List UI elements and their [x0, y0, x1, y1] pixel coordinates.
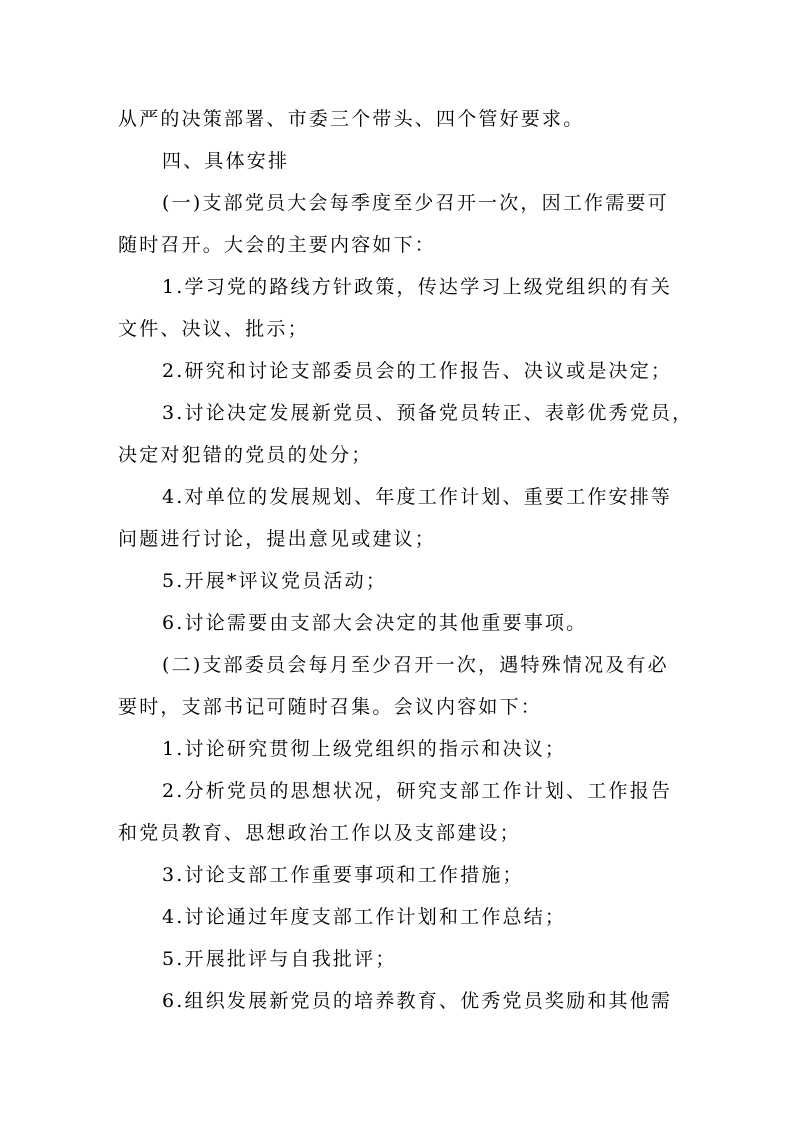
list-item: 3.讨论决定发展新党员、预备党员转正、表彰优秀党员，	[162, 402, 694, 424]
list-item: 5.开展*评议党员活动；	[162, 570, 388, 592]
list-item: 4.对单位的发展规划、年度工作计划、重要工作安排等	[162, 486, 673, 508]
list-item: 1.学习党的路线方针政策，传达学习上级党组织的有关	[162, 276, 673, 298]
paragraph-line: 决定对犯错的党员的处分；	[118, 444, 373, 466]
paragraph-line: 和党员教育、思想政治工作以及支部建设；	[118, 822, 521, 844]
list-item: 2.研究和讨论支部委员会的工作报告、决议或是决定；	[162, 360, 673, 382]
paragraph-line: 要时，支部书记可随时召集。会议内容如下：	[118, 696, 543, 718]
paragraph-line: 从严的决策部署、市委三个带头、四个管好要求。	[118, 108, 585, 130]
paragraph-line: (一)支部党员大会每季度至少召开一次，因工作需要可	[162, 192, 669, 214]
list-item: 4.讨论通过年度支部工作计划和工作总结；	[162, 906, 567, 928]
section-heading: 四、具体安排	[162, 150, 290, 172]
paragraph-line: (二)支部委员会每月至少召开一次，遇特殊情况及有必	[162, 654, 669, 676]
list-item: 1.讨论研究贯彻上级党组织的指示和决议；	[162, 738, 567, 760]
list-item: 6.讨论需要由支部大会决定的其他重要事项。	[162, 612, 588, 634]
paragraph-line: 文件、决议、批示；	[118, 318, 309, 340]
list-item: 3.讨论支部工作重要事项和工作措施；	[162, 864, 524, 886]
list-item: 2.分析党员的思想状况，研究支部工作计划、工作报告	[162, 780, 673, 802]
paragraph-line: 问题进行讨论，提出意见或建议；	[118, 528, 437, 550]
paragraph-line: 随时召开。大会的主要内容如下：	[118, 234, 437, 256]
list-item: 5.开展批评与自我批评；	[162, 948, 397, 970]
list-item: 6.组织发展新党员的培养教育、优秀党员奖励和其他需	[162, 990, 673, 1012]
